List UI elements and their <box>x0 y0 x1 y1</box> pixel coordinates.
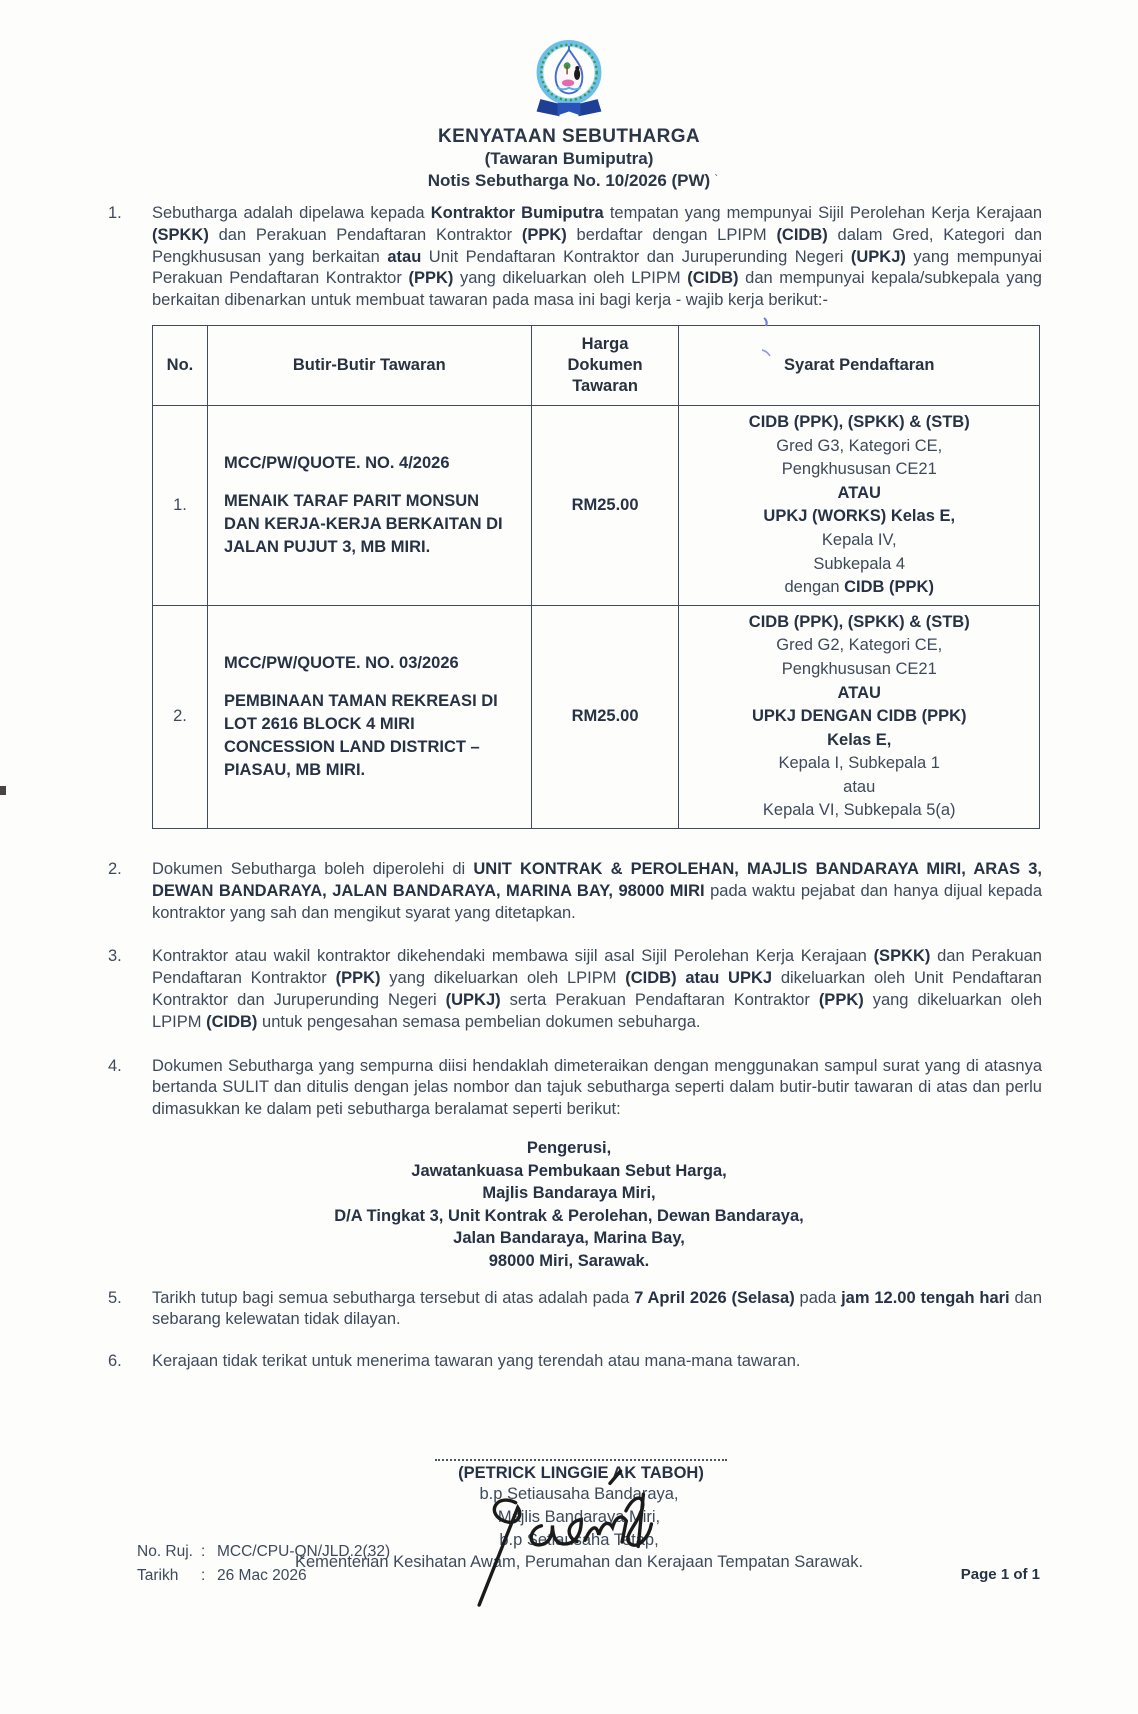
paragraph-text: Kerajaan tidak terikat untuk menerima tawaran yang terendah atau mana-mana tawaran. <box>152 1352 801 1371</box>
document-footer <box>137 1540 390 1587</box>
paragraph-text: Tarikh tutup bagi semua sebutharga tersebut di atas adalah pada 7 April 2026 (Selasa) pada jam 12.00 tengah hari dan sebarang kelewatan tidak dilayan. <box>152 1288 1042 1329</box>
paragraph-item-5 <box>108 1288 1042 1332</box>
paragraph-item-1 <box>108 203 1042 312</box>
address-line: Majlis Bandaraya Miri, <box>482 1184 656 1203</box>
crest-flower <box>562 79 574 86</box>
paragraph-number: 1. <box>108 204 122 222</box>
row-number-cell: 2. <box>153 605 208 828</box>
registration-requirements-cell: CIDB (PPK), (SPKK) & (STB) Gred G2, Kategori CE, Pengkhususan CE21 ATAU UPKJ DENGAN CIDB (PPK) Kelas E, Kepala I, Subkepala 1 atau Kepala VI, Subkepala 5(a) <box>679 605 1040 828</box>
address-line: Jawatankuasa Pembukaan Sebut Harga, <box>411 1161 727 1180</box>
table-header-row <box>153 325 1040 405</box>
paragraph-item-2 <box>108 859 1042 924</box>
document-header <box>0 0 1138 192</box>
date-label: Tarikh <box>137 1566 179 1584</box>
page-number: Page 1 of 1 <box>960 1566 1040 1583</box>
tender-details-cell <box>207 605 531 828</box>
paragraph-number: 2. <box>108 860 122 879</box>
work-description: MENAIK TARAF PARIT MONSUN DAN KERJA-KERJA BERKAITAN DI JALAN PUJUT 3, MB MIRI. <box>223 491 503 556</box>
table-header-requirements: Syarat Pendaftaran <box>679 325 1040 405</box>
address-line: Pengerusi, <box>526 1139 612 1158</box>
work-description: PEMBINAAN TAMAN REKREASI DI LOT 2616 BLOCK 4 MIRI CONCESSION LAND DISTRICT – PIASAU, MB MIRI. <box>223 691 498 779</box>
paragraph-text: Kontraktor atau wakil kontraktor dikehendaki membawa sijil asal Sijil Perolehan Kerja Kerajaan (SPKK) dan Perakuan Pendaftaran Kontraktor (PPK) yang dikeluarkan oleh LPIPM (CIDB) atau UPKJ dikeluarkan oleh Unit Pendaftaran Kontraktor dan Juruperunding Negeri (UPKJ) serta Perakuan Pendaftaran Kontraktor (PPK) yang dikeluarkan oleh LPIPM (CIDB) untuk pengesahan semasa pembelian dokumen sebuharga. <box>152 947 1042 1031</box>
paragraph-text: Dokumen Sebutharga boleh diperolehi di UNIT KONTRAK & PEROLEHAN, MAJLIS BANDARAYA MIRI, ARAS 3, DEWAN BANDARAYA, JALAN BANDARAYA, MARINA BAY, 98000 MIRI pada waktu pejabat dan hanya dijual kepada kontraktor yang sah dan mengikut syarat yang ditetapkan. <box>152 860 1042 922</box>
registration-requirements-cell: CIDB (PPK), (SPKK) & (STB) Gred G3, Kategori CE, Pengkhususan CE21 ATAU UPKJ (WORKS) Kelas E, Kepala IV, Subkepala 4 dengan CIDB (PPK) <box>679 405 1040 605</box>
paragraph-number: 4. <box>108 1056 122 1075</box>
table-row-1 <box>153 405 1040 605</box>
table-row-2 <box>153 605 1040 828</box>
signatory-role-line: Majlis Bandaraya Miri, <box>497 1507 661 1526</box>
paragraph-item-4 <box>108 1056 1042 1121</box>
reference-value: MCC/CPU-QN/JLD.2(32) <box>217 1543 391 1560</box>
signatory-role-line: b.p Setiausaha Bandaraya, <box>479 1485 679 1503</box>
table-header-details: Butir-Butir Tawaran <box>207 325 531 405</box>
quote-number: MCC/PW/QUOTE. NO. 03/2026 <box>223 653 459 672</box>
paragraph-number: 5. <box>108 1288 122 1307</box>
paragraph-item-6 <box>108 1351 1042 1373</box>
date-row: Tarikh : 26 Mac 2026 <box>137 1564 390 1588</box>
city-council-crest-logo <box>521 40 617 122</box>
table-header-price: Harga Dokumen Tawaran <box>531 325 679 405</box>
row-number-cell: 1. <box>153 405 208 605</box>
signatory-role-line: b.p Setiausaha Tetap, <box>499 1530 659 1549</box>
reference-number-row: No. Ruj. : MCC/CPU-QN/JLD.2(32) <box>137 1540 390 1564</box>
document-price-cell: RM25.00 <box>531 605 679 828</box>
date-value: 26 Mac 2026 <box>217 1566 307 1584</box>
tender-details-cell <box>207 405 531 605</box>
quote-number: MCC/PW/QUOTE. NO. 4/2026 <box>223 453 450 472</box>
document-price-cell: RM25.00 <box>531 405 679 605</box>
reference-label: No. Ruj. <box>137 1543 193 1560</box>
scan-edge-mark <box>0 786 6 795</box>
tender-table <box>152 325 1040 829</box>
signature-dotted-line <box>435 1459 727 1461</box>
paragraph-text: Sebutharga adalah dipelawa kepada Kontraktor Bumiputra tempatan yang mempunyai Sijil Perolehan Kerja Kerajaan (SPKK) dan Perakuan Pendaftaran Kontraktor (PPK) berdaftar dengan LPIPM (CIDB) dalam Gred, Kategori dan Pengkhususan yang berkaitan atau Unit Pendaftaran Kontraktor dan Juruperunding Negeri (UPKJ) yang mempunyai Perakuan Pendaftaran Kontraktor (PPK) yang dikeluarkan oleh LPIPM (CIDB) dan mempunyai kepala/subkepala yang berkaitan dibenarkan untuk membuat tawaran pada masa ini bagi kerja - wajib kerja berikut:- <box>152 204 1043 310</box>
table-header-no: No. <box>153 325 208 405</box>
signatory-role-line: Kementerian Kesihatan Awam, Perumahan dan Kerajaan Tempatan Sarawak. <box>294 1553 864 1572</box>
document-title: KENYATAAN SEBUTHARGA <box>437 126 701 147</box>
quotation-box-address <box>0 1137 1138 1273</box>
address-line: 98000 Miri, Sarawak. <box>488 1252 650 1271</box>
document-subtitle: (Tawaran Bumiputra) <box>484 149 654 168</box>
address-line: D/A Tingkat 3, Unit Kontrak & Perolehan, Dewan Bandaraya, <box>334 1206 804 1225</box>
notice-number: Notis Sebutharga No. 10/2026 (PW) <box>427 171 711 190</box>
signatory-name: (PETRICK LINGGIE AK TABOH) <box>458 1464 704 1482</box>
address-line: Jalan Bandaraya, Marina Bay, <box>453 1229 685 1248</box>
paragraph-text: Dokumen Sebutharga yang sempurna diisi hendaklah dimeteraikan dengan menggunakan sampul surat yang di atasnya bertanda SULIT dan ditulis dengan jelas nombor dan tajuk sebutharga seperti dalam butir-butir tawaran di atas dan perlu dimasukkan ke dalam peti sebutharga beralamat seperti berikut: <box>152 1056 1042 1119</box>
paragraph-number: 3. <box>108 947 122 966</box>
paragraph-item-3 <box>108 946 1042 1033</box>
pen-tick-mark: ` <box>714 172 719 186</box>
pen-mark <box>756 314 778 360</box>
paragraph-number: 6. <box>108 1352 122 1371</box>
handwritten-signature <box>436 1463 691 1622</box>
